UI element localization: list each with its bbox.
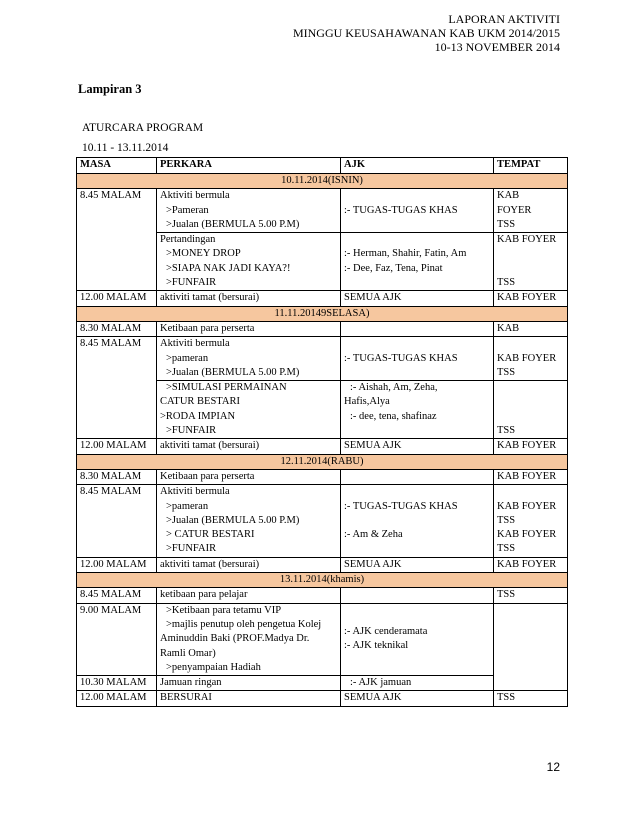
tempat-line: TSS xyxy=(497,277,516,289)
perkara-line: >FUNFAIR xyxy=(166,425,217,437)
cell-ajk xyxy=(341,603,494,675)
tempat-line: KAB FOYER xyxy=(497,234,557,246)
tempat-line: TSS xyxy=(497,366,516,378)
cell-tempat xyxy=(494,381,568,439)
cell-masa: 8.30 MALAM xyxy=(77,321,157,336)
perkara-line: >SIMULASI PERMAINAN xyxy=(166,382,287,394)
ajk-line: :- Am & Zeha xyxy=(344,529,403,541)
perkara-line: >FUNFAIR xyxy=(166,277,217,289)
cell-tempat: KAB FOYER xyxy=(494,469,568,484)
cell-perkara: aktiviti tamat (bersurai) xyxy=(157,557,341,572)
cell-ajk xyxy=(341,469,494,484)
cell-tempat: KAB FOYER xyxy=(494,439,568,454)
cell-masa: 8.45 MALAM xyxy=(77,337,157,439)
cell-ajk xyxy=(341,676,494,691)
cell-masa: 12.00 MALAM xyxy=(77,439,157,454)
table-row xyxy=(77,291,568,306)
cell-perkara: Ketibaan para perserta xyxy=(157,469,341,484)
tempat-line: KAB xyxy=(497,190,520,202)
cell-ajk xyxy=(341,588,494,603)
cell-perkara xyxy=(157,233,341,291)
day-row xyxy=(77,573,568,588)
cell-masa: 12.00 MALAM xyxy=(77,291,157,306)
program-date-range: 10.11 - 13.11.2014 xyxy=(82,142,169,154)
tempat-line: KAB FOYER xyxy=(497,500,557,512)
cell-masa: 10.30 MALAM xyxy=(77,676,157,691)
perkara-line: Aminuddin Baki (PROF.Madya Dr. xyxy=(160,633,310,645)
cell-perkara xyxy=(157,337,341,381)
cell-tempat: KAB xyxy=(494,321,568,336)
ajk-line: :- AJK jamuan xyxy=(350,677,412,689)
table-row xyxy=(77,603,568,675)
ajk-line: :- AJK teknikal xyxy=(344,640,409,652)
cell-tempat: TSS xyxy=(494,588,568,603)
cell-perkara: aktiviti tamat (bersurai) xyxy=(157,291,341,306)
cell-perkara xyxy=(157,603,341,675)
table-row xyxy=(77,588,568,603)
cell-perkara: ketibaan para pelajar xyxy=(157,588,341,603)
cell-ajk xyxy=(341,381,494,439)
ajk-line: :- Aishah, Am, Zeha, xyxy=(350,382,438,394)
cell-tempat: TSS xyxy=(494,691,568,706)
cell-tempat: KAB FOYER xyxy=(494,291,568,306)
report-dates: 10-13 NOVEMBER 2014 xyxy=(434,40,560,54)
cell-masa: 9.00 MALAM xyxy=(77,603,157,675)
table-row xyxy=(77,485,568,557)
cell-ajk: SEMUA AJK xyxy=(341,691,494,706)
cell-perkara: Jamuan ringan xyxy=(157,676,341,691)
day-row xyxy=(77,174,568,189)
cell-masa: 8.45 MALAM xyxy=(77,189,157,291)
cell-tempat xyxy=(494,233,568,291)
cell-tempat xyxy=(494,337,568,381)
perkara-line: Aktiviti bermula xyxy=(160,190,230,202)
cell-tempat xyxy=(494,485,568,557)
ajk-line: Hafis,Alya xyxy=(344,396,390,408)
col-header-tempat: TEMPAT xyxy=(494,158,568,174)
cell-perkara: aktiviti tamat (bersurai) xyxy=(157,439,341,454)
table-row xyxy=(77,691,568,706)
tempat-line: KAB FOYER xyxy=(497,529,557,541)
day-label: 11.11.20149SELASA) xyxy=(77,306,568,321)
perkara-line: Aktiviti bermula xyxy=(160,338,230,350)
day-label: 13.11.2014(khamis) xyxy=(77,573,568,588)
page-number: 12 xyxy=(546,760,560,774)
report-subtitle: MINGGU KEUSAHAWANAN KAB UKM 2014/2015 xyxy=(292,26,560,40)
perkara-line: Ramli Omar) xyxy=(160,647,216,659)
table-row xyxy=(77,557,568,572)
ajk-line: :- Dee, Faz, Tena, Pinat xyxy=(344,262,443,274)
perkara-line: >Pameran xyxy=(166,204,209,216)
cell-tempat: KAB FOYER xyxy=(494,557,568,572)
program-table xyxy=(76,157,568,707)
table-row xyxy=(77,337,568,381)
perkara-line: >Jualan (BERMULA 5.00 P.M) xyxy=(166,218,300,230)
cell-ajk xyxy=(341,337,494,381)
tempat-line: FOYER xyxy=(497,204,532,216)
cell-ajk xyxy=(341,485,494,557)
perkara-line: >MONEY DROP xyxy=(166,248,241,260)
table-header-row xyxy=(77,158,568,174)
cell-masa: 12.00 MALAM xyxy=(77,557,157,572)
table-row xyxy=(77,189,568,233)
perkara-line: >SIAPA NAK JADI KAYA?! xyxy=(166,262,291,274)
perkara-line: >penyampaian Hadiah xyxy=(166,661,261,673)
cell-perkara xyxy=(157,485,341,557)
cell-masa: 8.45 MALAM xyxy=(77,588,157,603)
day-row xyxy=(77,454,568,469)
table-row xyxy=(77,321,568,336)
cell-perkara: Ketibaan para perserta xyxy=(157,321,341,336)
perkara-line: Aktiviti bermula xyxy=(160,486,230,498)
ajk-line: :- AJK cenderamata xyxy=(344,626,428,638)
program-heading: ATURCARA PROGRAM xyxy=(82,122,204,134)
table-row xyxy=(77,439,568,454)
cell-ajk: SEMUA AJK xyxy=(341,291,494,306)
cell-tempat xyxy=(494,603,568,691)
tempat-line: TSS xyxy=(497,543,516,555)
cell-perkara xyxy=(157,381,341,439)
col-header-masa: MASA xyxy=(77,158,157,174)
cell-masa: 8.45 MALAM xyxy=(77,485,157,557)
tempat-line: KAB FOYER xyxy=(497,352,557,364)
day-label: 12.11.2014(RABU) xyxy=(77,454,568,469)
perkara-line: >FUNFAIR xyxy=(166,543,217,555)
cell-ajk: SEMUA AJK xyxy=(341,439,494,454)
cell-perkara: BERSURAI xyxy=(157,691,341,706)
perkara-line: CATUR BESTARI xyxy=(160,396,240,408)
tempat-line: TSS xyxy=(497,514,516,526)
perkara-line: >Jualan (BERMULA 5.00 P.M) xyxy=(166,514,300,526)
report-header xyxy=(293,12,560,54)
cell-masa: 8.30 MALAM xyxy=(77,469,157,484)
cell-perkara xyxy=(157,189,341,233)
report-title: LAPORAN AKTIVITI xyxy=(448,12,560,26)
perkara-line: >Ketibaan para tetamu VIP xyxy=(166,604,282,616)
cell-masa: 12.00 MALAM xyxy=(77,691,157,706)
tempat-line: TSS xyxy=(497,425,516,437)
cell-ajk xyxy=(341,321,494,336)
perkara-line: >pameran xyxy=(166,352,209,364)
appendix-label: Lampiran 3 xyxy=(78,82,142,96)
tempat-line: TSS xyxy=(497,218,516,230)
ajk-line: :- TUGAS-TUGAS KHAS xyxy=(344,500,458,512)
ajk-line: :- TUGAS-TUGAS KHAS xyxy=(344,204,458,216)
perkara-line: > CATUR BESTARI xyxy=(166,529,255,541)
col-header-ajk: AJK xyxy=(341,158,494,174)
perkara-line: >RODA IMPIAN xyxy=(160,410,236,422)
cell-tempat xyxy=(494,189,568,233)
day-row xyxy=(77,306,568,321)
cell-ajk: SEMUA AJK xyxy=(341,557,494,572)
ajk-line: :- dee, tena, shafinaz xyxy=(350,410,437,422)
ajk-line: :- TUGAS-TUGAS KHAS xyxy=(344,352,458,364)
day-label: 10.11.2014(ISNIN) xyxy=(77,174,568,189)
perkara-line: >pameran xyxy=(166,500,209,512)
perkara-line: Pertandingan xyxy=(160,234,216,246)
table-row xyxy=(77,469,568,484)
col-header-perkara: PERKARA xyxy=(157,158,341,174)
perkara-line: >majlis penutup oleh pengetua Kolej xyxy=(166,618,322,630)
cell-ajk xyxy=(341,233,494,291)
cell-ajk xyxy=(341,189,494,233)
ajk-line: :- Herman, Shahir, Fatin, Am xyxy=(344,248,467,260)
perkara-line: >Jualan (BERMULA 5.00 P.M) xyxy=(166,366,300,378)
